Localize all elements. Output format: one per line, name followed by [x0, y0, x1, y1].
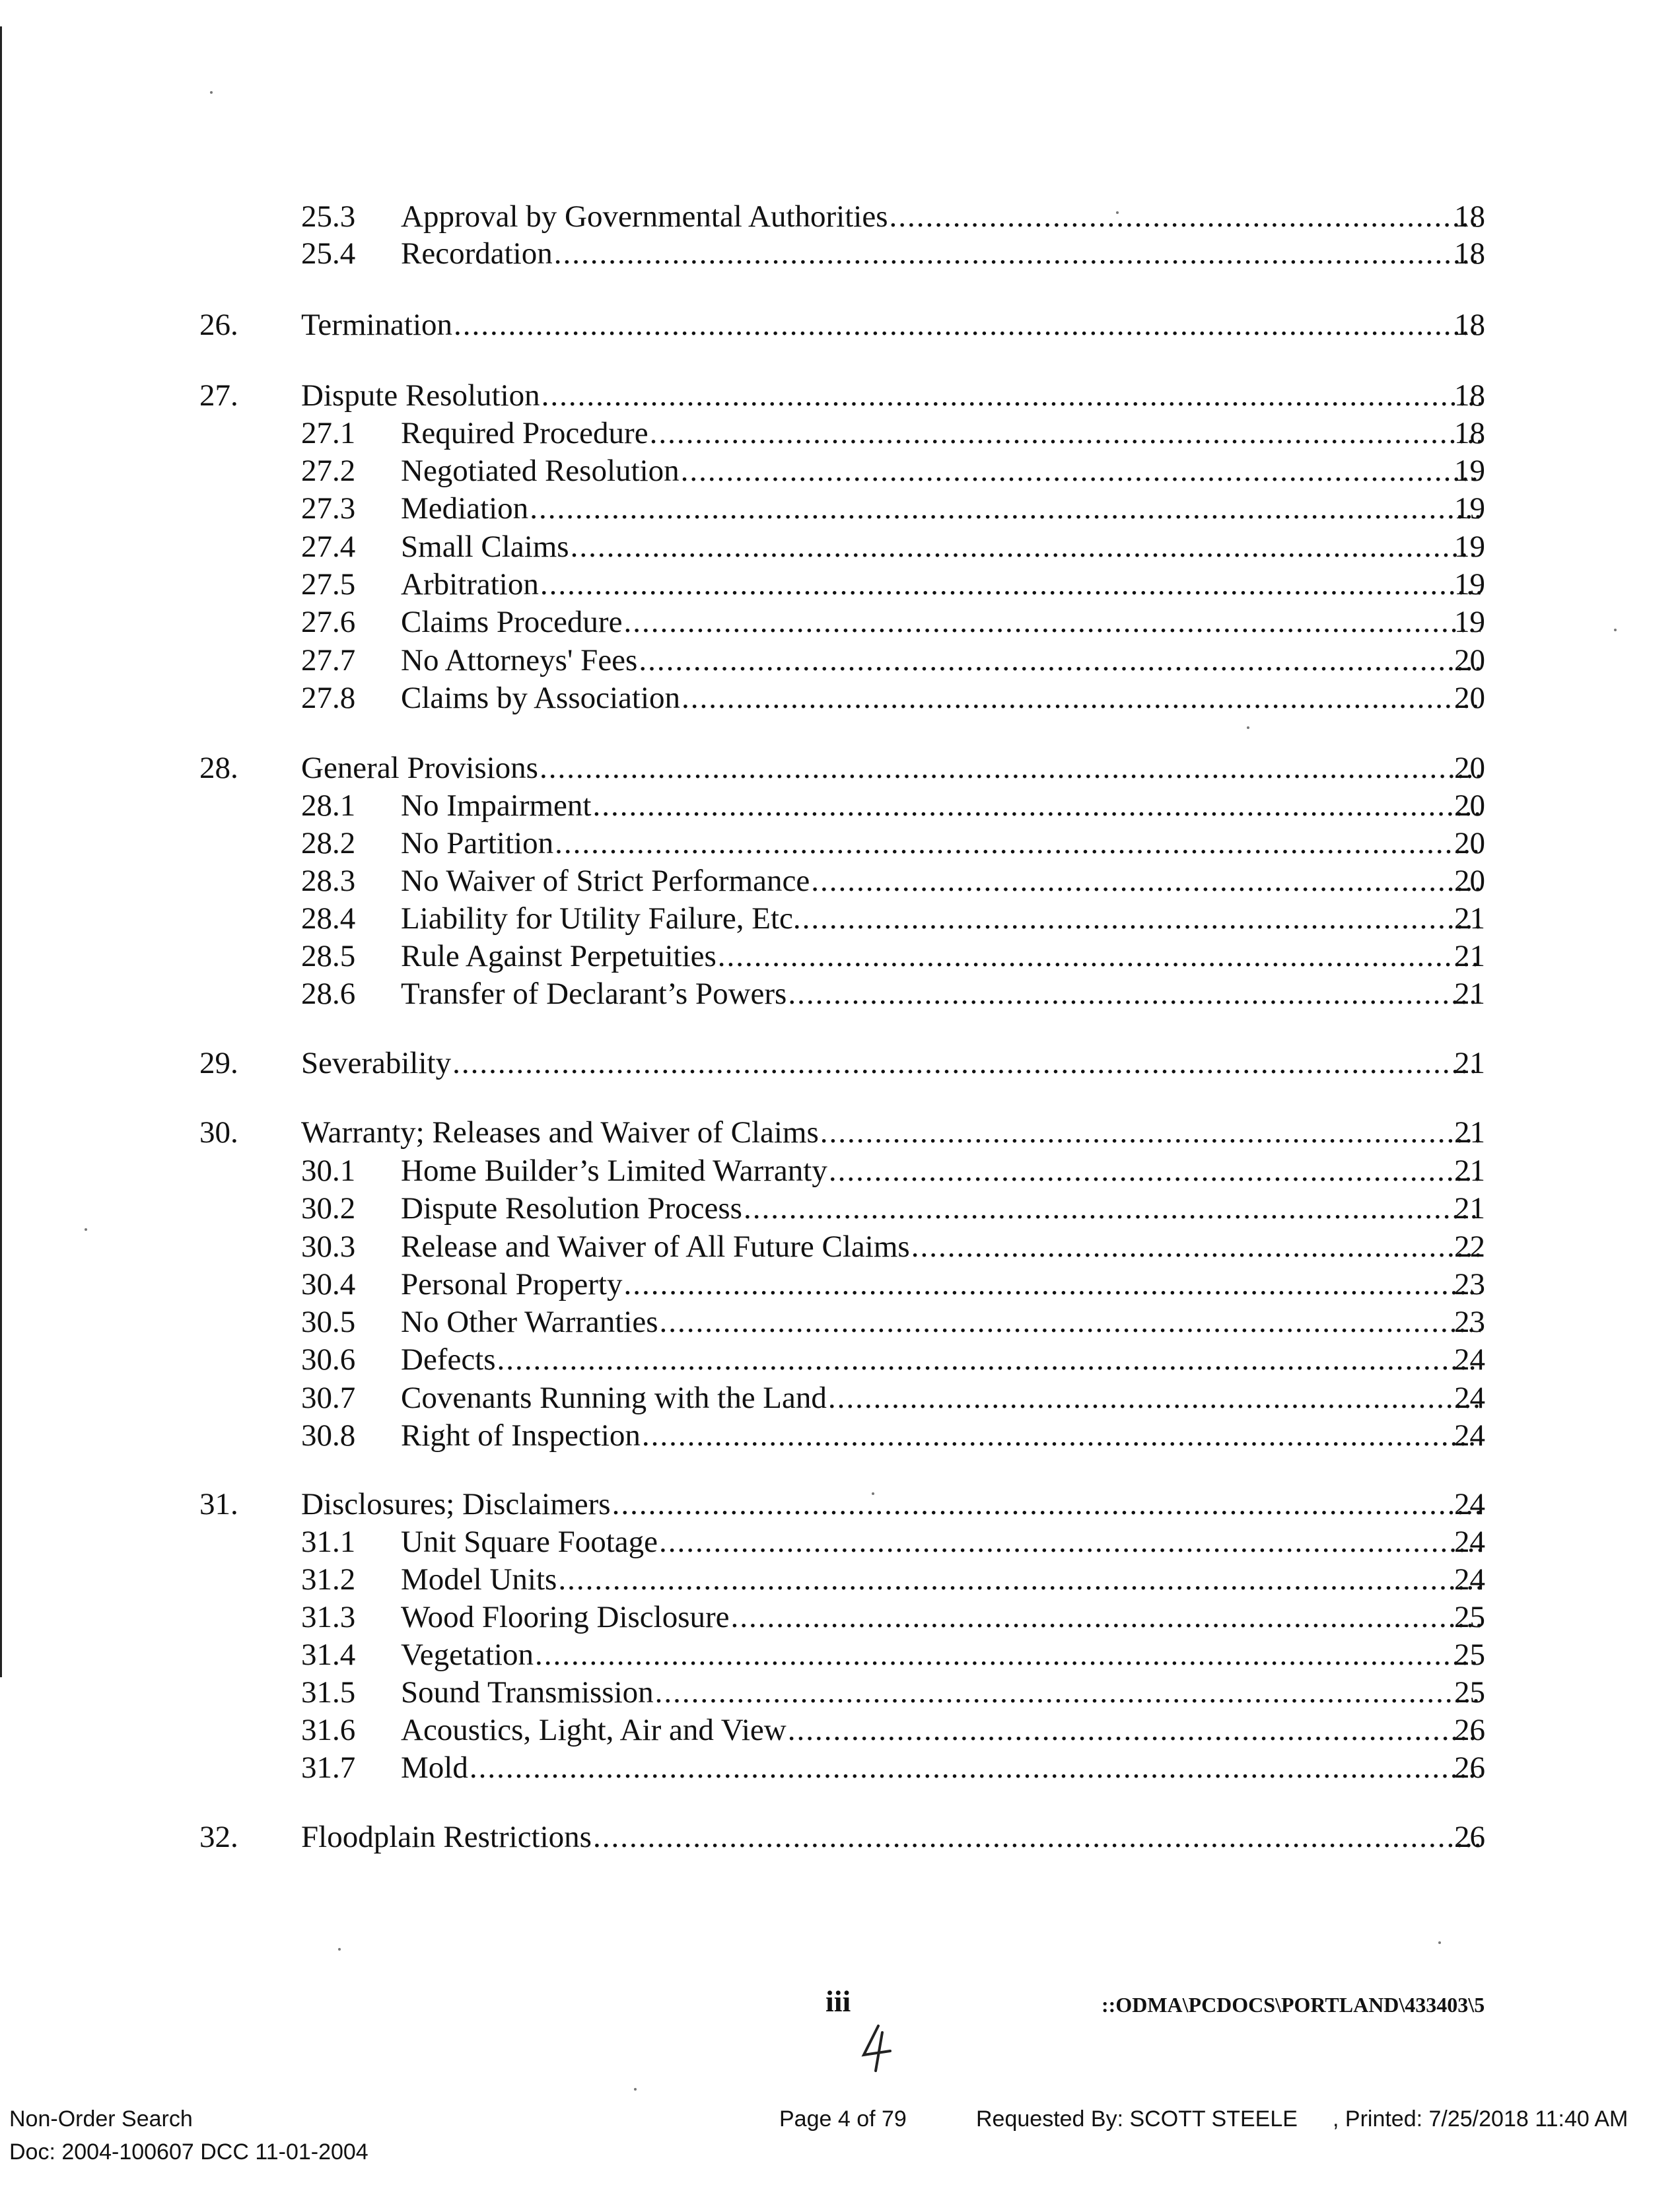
toc-title: No Other Warranties — [401, 1305, 658, 1339]
toc-number: 31.2 — [301, 1562, 356, 1597]
toc-page-number: 20 — [1454, 788, 1485, 823]
toc-entry — [401, 1636, 1481, 1674]
toc-page-number: 26 — [1454, 1713, 1485, 1747]
toc-number: 30.4 — [301, 1267, 356, 1302]
toc-title: No Attorneys' Fees — [401, 643, 638, 677]
toc-entry — [401, 489, 1481, 528]
toc-page-number: 19 — [1454, 491, 1485, 526]
toc-entry — [401, 565, 1481, 604]
toc-subsection-row — [0, 679, 1680, 717]
toc-number: 27.6 — [301, 605, 356, 639]
toc-subsection-row — [0, 1636, 1680, 1674]
toc-number: 31.6 — [301, 1713, 356, 1747]
toc-number: 25.3 — [301, 199, 356, 234]
dot-leader — [557, 1560, 1481, 1599]
toc-page-number: 24 — [1454, 1487, 1485, 1521]
toc-number: 27.7 — [301, 643, 356, 677]
scan-speck — [85, 1228, 87, 1231]
toc-title: Dispute Resolution — [301, 378, 540, 413]
toc-subsection-row — [0, 862, 1680, 900]
toc-subsection-row — [0, 565, 1680, 604]
toc-page-number: 24 — [1454, 1418, 1485, 1453]
toc-entry — [301, 1044, 1481, 1082]
toc-entry — [401, 1416, 1481, 1455]
toc-title: General Provisions — [301, 751, 538, 785]
dot-leader — [658, 1303, 1481, 1341]
toc-title: Mediation — [401, 491, 529, 526]
toc-subsection-row — [0, 1749, 1680, 1787]
toc-entry — [401, 1265, 1481, 1303]
toc-subsection-row — [0, 1340, 1680, 1379]
toc-number: 32. — [199, 1820, 238, 1854]
toc-entry — [401, 1598, 1481, 1636]
toc-entry — [401, 862, 1481, 900]
toc-page-number: 18 — [1454, 199, 1485, 234]
toc-page-number: 25 — [1454, 1600, 1485, 1634]
toc-number: 30.8 — [301, 1418, 356, 1453]
dot-leader — [622, 1265, 1481, 1303]
dot-leader — [819, 1113, 1481, 1152]
toc-title: Liability for Utility Failure, Etc. — [401, 901, 801, 936]
toc-title: Transfer of Declarant’s Powers — [401, 977, 787, 1011]
toc-number: 30.5 — [301, 1305, 356, 1339]
dot-leader — [553, 824, 1481, 862]
toc-number: 30.2 — [301, 1191, 356, 1226]
toc-page-number: 19 — [1454, 567, 1485, 602]
toc-number: 27.3 — [301, 491, 356, 526]
toc-section-row — [0, 1044, 1680, 1082]
scan-speck — [1247, 726, 1249, 729]
toc-title: Defects — [401, 1342, 496, 1377]
toc-entry — [301, 749, 1481, 787]
dot-leader — [452, 306, 1481, 344]
toc-subsection-row — [0, 452, 1680, 490]
handwritten-mark — [858, 2021, 898, 2073]
toc-entry — [401, 1379, 1481, 1417]
toc-subsection-row — [0, 899, 1680, 938]
toc-title: Release and Waiver of All Future Claims — [401, 1230, 910, 1264]
toc-number: 31.5 — [301, 1675, 356, 1710]
toc-subsection-row — [0, 489, 1680, 528]
dot-leader — [641, 1416, 1481, 1455]
toc-entry — [301, 1485, 1481, 1523]
toc-number: 31.7 — [301, 1751, 356, 1785]
dot-leader — [538, 749, 1481, 787]
toc-number: 28.4 — [301, 901, 356, 936]
toc-number: 30.3 — [301, 1230, 356, 1264]
toc-section-row — [0, 749, 1680, 787]
toc-page-number: 18 — [1454, 416, 1485, 450]
dot-leader — [468, 1749, 1481, 1787]
toc-entry — [401, 975, 1481, 1013]
toc-title: Home Builder’s Limited Warranty — [401, 1154, 827, 1188]
dot-leader — [680, 452, 1481, 490]
toc-number: 30.1 — [301, 1154, 356, 1188]
toc-entry — [401, 899, 1481, 938]
toc-number: 27.2 — [301, 454, 356, 488]
toc-title: Disclosures; Disclaimers — [301, 1487, 611, 1521]
toc-number: 25.4 — [301, 236, 356, 271]
toc-page-number: 21 — [1454, 901, 1485, 936]
scan-speck — [338, 1948, 341, 1951]
dot-leader — [827, 1379, 1481, 1417]
toc-page-number: 20 — [1454, 864, 1485, 898]
toc-number: 31. — [199, 1487, 238, 1521]
toc-entry — [301, 306, 1481, 344]
toc-number: 27. — [199, 378, 238, 413]
toc-page-number: 24 — [1454, 1381, 1485, 1415]
dot-leader — [496, 1340, 1481, 1379]
toc-title: Severability — [301, 1046, 452, 1080]
toc-entry — [401, 1560, 1481, 1599]
page-number-roman: iii — [825, 1984, 851, 2018]
toc-title: Warranty; Releases and Waiver of Claims — [301, 1115, 819, 1150]
toc-subsection-row — [0, 1189, 1680, 1228]
dot-leader — [680, 679, 1481, 717]
toc-page-number: 20 — [1454, 826, 1485, 860]
toc-entry — [401, 824, 1481, 862]
toc-section-row — [0, 306, 1680, 344]
toc-number: 30.7 — [301, 1381, 356, 1415]
toc-page-number: 18 — [1454, 308, 1485, 342]
dot-leader — [451, 1044, 1481, 1082]
toc-page-number: 24 — [1454, 1562, 1485, 1597]
dot-leader — [658, 1523, 1481, 1561]
toc-title: Sound Transmission — [401, 1675, 654, 1710]
toc-page-number: 18 — [1454, 236, 1485, 271]
toc-subsection-row — [0, 603, 1680, 641]
toc-number: 28.2 — [301, 826, 356, 860]
toc-page-number: 23 — [1454, 1267, 1485, 1302]
stamp-page-of: Page 4 of 79 — [779, 2106, 907, 2132]
document-path: ::ODMA\PCDOCS\PORTLAND\433403\5 — [1102, 1993, 1485, 2017]
toc-subsection-row — [0, 1711, 1680, 1749]
toc-page-number: 23 — [1454, 1305, 1485, 1339]
toc-title: Termination — [301, 308, 453, 342]
toc-page-number: 26 — [1454, 1751, 1485, 1785]
toc-subsection-row — [0, 1560, 1680, 1599]
dot-leader — [730, 1598, 1481, 1636]
dot-leader — [591, 786, 1481, 825]
toc-page-number: 22 — [1454, 1230, 1485, 1264]
toc-page-number: 19 — [1454, 454, 1485, 488]
toc-subsection-row — [0, 414, 1680, 452]
toc-title: Covenants Running with the Land — [401, 1381, 827, 1415]
toc-page-number: 20 — [1454, 681, 1485, 715]
toc-title: Floodplain Restrictions — [301, 1820, 592, 1854]
toc-page-number: 20 — [1454, 643, 1485, 677]
toc-subsection-row — [0, 641, 1680, 679]
toc-page-number: 21 — [1454, 1115, 1485, 1150]
toc-number: 30. — [199, 1115, 238, 1150]
toc-entry — [401, 641, 1481, 679]
toc-entry — [301, 1113, 1481, 1152]
toc-number: 27.1 — [301, 416, 356, 450]
toc-entry — [401, 197, 1481, 236]
toc-entry — [401, 1303, 1481, 1341]
scan-speck — [634, 2088, 637, 2091]
toc-title: Personal Property — [401, 1267, 623, 1302]
toc-entry — [401, 528, 1481, 566]
toc-subsection-row — [0, 937, 1680, 975]
toc-page-number: 24 — [1454, 1342, 1485, 1377]
toc-number: 26. — [199, 308, 238, 342]
toc-entry — [401, 1523, 1481, 1561]
dot-leader — [540, 376, 1481, 415]
toc-title: No Waiver of Strict Performance — [401, 864, 810, 898]
scan-speck — [1438, 1941, 1441, 1944]
toc-title: Unit Square Footage — [401, 1525, 658, 1559]
toc-page-number: 21 — [1454, 1191, 1485, 1226]
toc-number: 28.1 — [301, 788, 356, 823]
toc-entry — [401, 452, 1481, 490]
toc-title: Approval by Governmental Authorities — [401, 199, 888, 234]
toc-subsection-row — [0, 975, 1680, 1013]
toc-entry — [401, 1749, 1481, 1787]
scan-speck — [1116, 211, 1119, 214]
toc-title: Wood Flooring Disclosure — [401, 1600, 730, 1634]
toc-subsection-row — [0, 1416, 1680, 1455]
toc-page-number: 20 — [1454, 751, 1485, 785]
toc-title: No Partition — [401, 826, 554, 860]
toc-subsection-row — [0, 1379, 1680, 1417]
dot-leader — [637, 641, 1481, 679]
dot-leader — [592, 1818, 1481, 1856]
toc-title: Rule Against Perpetuities — [401, 939, 717, 973]
dot-leader — [539, 565, 1481, 604]
toc-entry — [401, 1340, 1481, 1379]
toc-section-row — [0, 376, 1680, 415]
toc-entry — [401, 1189, 1481, 1228]
toc-title: Claims Procedure — [401, 605, 623, 639]
toc-entry — [401, 1673, 1481, 1712]
toc-page-number: 21 — [1454, 977, 1485, 1011]
toc-subsection-row — [0, 1673, 1680, 1712]
dot-leader — [534, 1636, 1481, 1674]
dot-leader — [654, 1673, 1481, 1712]
toc-title: Vegetation — [401, 1638, 534, 1672]
toc-number: 27.4 — [301, 530, 356, 564]
toc-entry — [401, 937, 1481, 975]
toc-section-row — [0, 1485, 1680, 1523]
toc-page-number: 25 — [1454, 1675, 1485, 1710]
toc-number: 29. — [199, 1046, 238, 1080]
dot-leader — [827, 1152, 1481, 1190]
toc-entry — [301, 1818, 1481, 1856]
toc-title: Small Claims — [401, 530, 569, 564]
dot-leader — [648, 414, 1481, 452]
toc-section-row — [0, 1113, 1680, 1152]
toc-page-number: 26 — [1454, 1820, 1485, 1854]
dot-leader — [888, 197, 1481, 236]
toc-number: 28. — [199, 751, 238, 785]
toc-page-number: 21 — [1454, 1154, 1485, 1188]
dot-leader — [742, 1189, 1481, 1228]
toc-entry — [401, 414, 1481, 452]
toc-title: Mold — [401, 1751, 468, 1785]
toc-subsection-row — [0, 1265, 1680, 1303]
toc-number: 30.6 — [301, 1342, 356, 1377]
scan-speck — [1614, 629, 1617, 631]
toc-title: Recordation — [401, 236, 553, 271]
toc-subsection-row — [0, 1598, 1680, 1636]
toc-subsection-row — [0, 1152, 1680, 1190]
toc-page-number: 25 — [1454, 1638, 1485, 1672]
toc-subsection-row — [0, 234, 1680, 273]
toc-title: Required Procedure — [401, 416, 648, 450]
toc-page-number: 18 — [1454, 378, 1485, 413]
stamp-printed-date: , Printed: 7/25/2018 11:40 AM — [1333, 2106, 1628, 2132]
toc-entry — [301, 376, 1481, 415]
scan-speck — [210, 91, 213, 94]
toc-title: Model Units — [401, 1562, 557, 1597]
toc-title: Right of Inspection — [401, 1418, 641, 1453]
toc-page-number: 19 — [1454, 530, 1485, 564]
toc-title: Acoustics, Light, Air and View — [401, 1713, 787, 1747]
scan-speck — [872, 1492, 874, 1495]
stamp-doc-reference: Doc: 2004-100607 DCC 11-01-2004 — [9, 2139, 368, 2165]
dot-leader — [810, 862, 1481, 900]
toc-number: 28.6 — [301, 977, 356, 1011]
dot-leader — [569, 528, 1481, 566]
toc-title: Negotiated Resolution — [401, 454, 680, 488]
toc-title: Arbitration — [401, 567, 539, 602]
toc-page-number: 24 — [1454, 1525, 1485, 1559]
toc-subsection-row — [0, 528, 1680, 566]
toc-entry — [401, 1228, 1481, 1266]
dot-leader — [553, 234, 1481, 273]
toc-number: 27.5 — [301, 567, 356, 602]
dot-leader — [717, 937, 1481, 975]
toc-subsection-row — [0, 824, 1680, 862]
dot-leader — [787, 975, 1481, 1013]
toc-page-number: 19 — [1454, 605, 1485, 639]
toc-number: 28.3 — [301, 864, 356, 898]
toc-subsection-row — [0, 1228, 1680, 1266]
toc-entry — [401, 603, 1481, 641]
toc-entry — [401, 1711, 1481, 1749]
dot-leader — [787, 1711, 1481, 1749]
toc-entry — [401, 234, 1481, 273]
dot-leader — [910, 1228, 1481, 1266]
stamp-search-type: Non-Order Search — [9, 2106, 193, 2132]
toc-page-number: 21 — [1454, 1046, 1485, 1080]
toc-page-number: 21 — [1454, 939, 1485, 973]
dot-leader — [622, 603, 1481, 641]
toc-entry — [401, 1152, 1481, 1190]
toc-number: 31.1 — [301, 1525, 356, 1559]
toc-title: No Impairment — [401, 788, 592, 823]
dot-leader — [801, 899, 1481, 938]
toc-subsection-row — [0, 786, 1680, 825]
toc-title: Dispute Resolution Process — [401, 1191, 742, 1226]
toc-entry — [401, 679, 1481, 717]
toc-title: Claims by Association — [401, 681, 680, 715]
stamp-requested-by: Requested By: SCOTT STEELE — [976, 2106, 1298, 2132]
toc-number: 28.5 — [301, 939, 356, 973]
dot-leader — [528, 489, 1481, 528]
toc-entry — [401, 786, 1481, 825]
toc-number: 31.3 — [301, 1600, 356, 1634]
dot-leader — [611, 1485, 1481, 1523]
toc-number: 27.8 — [301, 681, 356, 715]
toc-subsection-row — [0, 1303, 1680, 1341]
toc-subsection-row — [0, 1523, 1680, 1561]
toc-subsection-row — [0, 197, 1680, 236]
toc-section-row — [0, 1818, 1680, 1856]
toc-number: 31.4 — [301, 1638, 356, 1672]
